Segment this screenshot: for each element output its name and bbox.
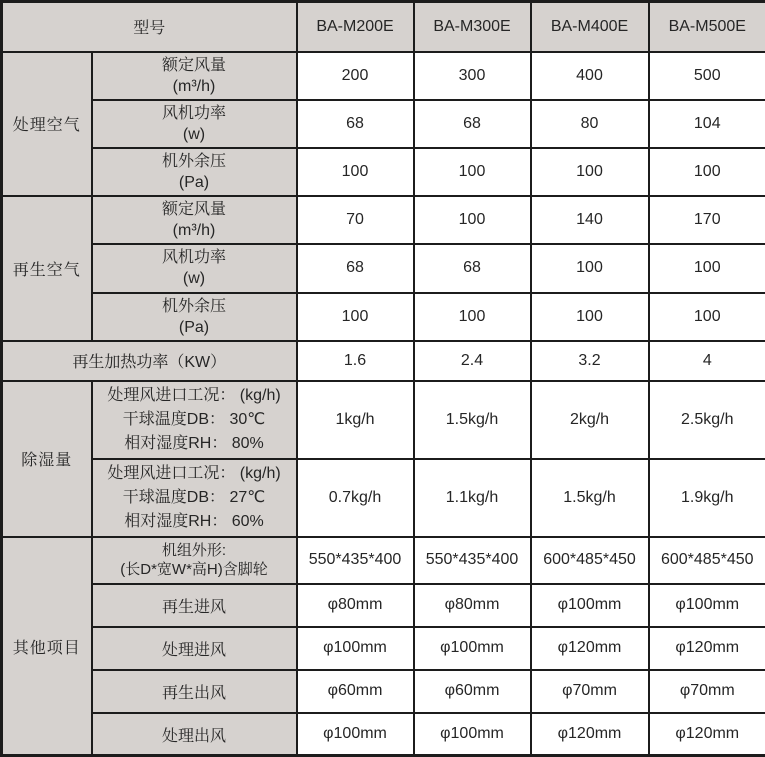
spec-label-cell: 再生出风	[92, 670, 297, 713]
header-model-3: BA-M400E	[531, 2, 649, 52]
spec-value-cell: 2kg/h	[531, 381, 649, 459]
spec-value-cell: 100	[297, 148, 414, 196]
spec-label-cell: 处理出风	[92, 713, 297, 756]
spec-value-cell: 100	[414, 148, 531, 196]
spec-value-cell: 1.6	[297, 341, 414, 381]
spec-value-cell: 100	[531, 244, 649, 292]
condition-line: 处理风进口工况： (kg/h)	[97, 384, 292, 408]
spec-value-cell: φ100mm	[649, 584, 765, 627]
spec-label-cell	[92, 244, 297, 292]
spec-value-cell: 1.5kg/h	[531, 459, 649, 537]
header-model-label: 型号	[2, 2, 297, 52]
spec-label: 机组外形:	[97, 541, 292, 561]
category-regen-air: 再生空气	[2, 196, 92, 341]
spec-value-cell: φ100mm	[414, 627, 531, 670]
spec-label-cell	[92, 196, 297, 244]
table-row	[2, 52, 765, 100]
spec-value-cell: 140	[531, 196, 649, 244]
spec-value-cell: 200	[297, 52, 414, 100]
spec-value-cell: 1kg/h	[297, 381, 414, 459]
spec-value-cell: 100	[649, 244, 765, 292]
spec-unit: (长D*宽W*高H)含脚轮	[97, 560, 292, 580]
spec-label: 风机功率	[97, 247, 292, 268]
spec-value-cell: φ120mm	[649, 627, 765, 670]
spec-value-cell: 2.5kg/h	[649, 381, 765, 459]
spec-value-cell: 68	[414, 244, 531, 292]
spec-label: 机外余压	[97, 151, 292, 172]
table-row	[2, 627, 765, 670]
spec-value-cell: 400	[531, 52, 649, 100]
spec-value-cell: 100	[531, 148, 649, 196]
spec-value-cell: 300	[414, 52, 531, 100]
header-model-1: BA-M200E	[297, 2, 414, 52]
spec-label: 机外余压	[97, 296, 292, 317]
condition-line: 相对湿度RH： 60%	[97, 510, 292, 534]
spec-value-cell: 80	[531, 100, 649, 148]
spec-value-cell: φ100mm	[297, 713, 414, 756]
spec-unit: (m³/h)	[97, 76, 292, 97]
spec-value-cell: 104	[649, 100, 765, 148]
table-row	[2, 381, 765, 459]
spec-value-cell: 100	[414, 196, 531, 244]
spec-value-cell: 550*435*400	[414, 537, 531, 584]
condition-line: 处理风进口工况： (kg/h)	[97, 462, 292, 486]
table-row	[2, 670, 765, 713]
spec-value-cell: 1.9kg/h	[649, 459, 765, 537]
spec-label: 额定风量	[97, 55, 292, 76]
spec-value-cell: 100	[649, 148, 765, 196]
header-model-4: BA-M500E	[649, 2, 765, 52]
spec-value-cell: 2.4	[414, 341, 531, 381]
spec-value-cell: 100	[531, 293, 649, 341]
spec-value-cell: φ100mm	[531, 584, 649, 627]
table-row	[2, 293, 765, 341]
spec-value-cell: 68	[414, 100, 531, 148]
spec-value-cell: φ80mm	[414, 584, 531, 627]
spec-label-cell	[92, 100, 297, 148]
spec-value-cell: 68	[297, 100, 414, 148]
header-row	[2, 2, 765, 52]
spec-value-cell: 100	[297, 293, 414, 341]
spec-label-cell: 再生进风	[92, 584, 297, 627]
spec-label-cell: 处理进风	[92, 627, 297, 670]
category-dehumidification: 除湿量	[2, 381, 92, 537]
spec-unit: (w)	[97, 268, 292, 289]
spec-label: 风机功率	[97, 103, 292, 124]
table-row	[2, 196, 765, 244]
spec-unit: (w)	[97, 124, 292, 145]
header-model-2: BA-M300E	[414, 2, 531, 52]
spec-value-cell: φ80mm	[297, 584, 414, 627]
regen-heating-label: 再生加热功率（KW）	[2, 341, 297, 381]
spec-label-cell	[92, 293, 297, 341]
table-row	[2, 100, 765, 148]
spec-value-cell: 500	[649, 52, 765, 100]
spec-value-cell: 100	[414, 293, 531, 341]
spec-value-cell: 3.2	[531, 341, 649, 381]
category-other-items: 其他项目	[2, 537, 92, 756]
spec-value-cell: 68	[297, 244, 414, 292]
regen-heating-row	[2, 341, 765, 381]
spec-value-cell: φ100mm	[414, 713, 531, 756]
spec-value-cell: 1.5kg/h	[414, 381, 531, 459]
dehumid-condition-cell	[92, 459, 297, 537]
table-row	[2, 713, 765, 756]
spec-label-cell	[92, 537, 297, 584]
spec-value-cell: 0.7kg/h	[297, 459, 414, 537]
spec-label: 额定风量	[97, 199, 292, 220]
condition-line: 相对湿度RH： 80%	[97, 432, 292, 456]
spec-value-cell: φ120mm	[531, 713, 649, 756]
table-row	[2, 584, 765, 627]
spec-value-cell: 100	[649, 293, 765, 341]
spec-value-cell: φ100mm	[297, 627, 414, 670]
category-process-air: 处理空气	[2, 52, 92, 197]
spec-value-cell: 1.1kg/h	[414, 459, 531, 537]
spec-value-cell: 70	[297, 196, 414, 244]
spec-value-cell: 600*485*450	[531, 537, 649, 584]
table-row	[2, 459, 765, 537]
table-row	[2, 148, 765, 196]
spec-value-cell: φ70mm	[649, 670, 765, 713]
table-row	[2, 244, 765, 292]
spec-value-cell: 170	[649, 196, 765, 244]
spec-value-cell: φ60mm	[414, 670, 531, 713]
spec-label-cell	[92, 148, 297, 196]
spec-unit: (m³/h)	[97, 220, 292, 241]
spec-value-cell: φ120mm	[649, 713, 765, 756]
spec-unit: (Pa)	[97, 317, 292, 338]
spec-value-cell: φ60mm	[297, 670, 414, 713]
dehumid-condition-cell	[92, 381, 297, 459]
condition-line: 干球温度DB： 27℃	[97, 486, 292, 510]
spec-unit: (Pa)	[97, 172, 292, 193]
condition-line: 干球温度DB： 30℃	[97, 408, 292, 432]
spec-value-cell: 600*485*450	[649, 537, 765, 584]
spec-value-cell: 550*435*400	[297, 537, 414, 584]
spec-value-cell: 4	[649, 341, 765, 381]
spec-value-cell: φ120mm	[531, 627, 649, 670]
table-row	[2, 537, 765, 584]
spec-value-cell: φ70mm	[531, 670, 649, 713]
spec-label-cell	[92, 52, 297, 100]
